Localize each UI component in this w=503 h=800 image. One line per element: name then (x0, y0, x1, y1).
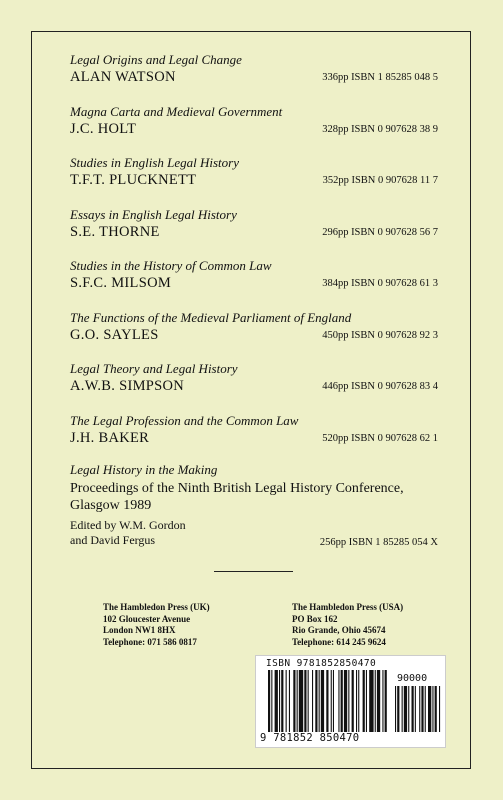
book-author: ALAN WATSON (70, 69, 176, 85)
publisher-name: The Hambledon Press (UK) (103, 602, 210, 612)
barcode-bar (358, 670, 359, 732)
barcode-addon-bar (428, 686, 431, 732)
book-author: S.F.C. MILSOM (70, 275, 172, 291)
book-entry (70, 104, 452, 138)
barcode-bar (281, 670, 283, 732)
book-title: Studies in the History of Common Law (70, 258, 272, 273)
barcode-bar (366, 670, 367, 732)
book-title: Studies in English Legal History (70, 155, 239, 170)
barcode-bar (331, 670, 332, 732)
barcode-bar (344, 670, 347, 732)
barcode-bar (299, 670, 303, 732)
book-isbn: 336pp ISBN 1 85285 048 5 (322, 72, 438, 83)
book-entry (70, 310, 452, 344)
barcode-ean-digits: 9 781852 850470 (260, 732, 360, 744)
barcode-addon-bar (397, 686, 399, 732)
barcode-bar (321, 670, 324, 732)
book-info-row (70, 223, 452, 241)
book-title: Magna Carta and Medieval Government (70, 103, 283, 119)
book-isbn: 384pp ISBN 0 907628 61 3 (322, 278, 438, 289)
book-entry (70, 155, 452, 189)
barcode-bar (375, 670, 376, 732)
barcode-bar (382, 670, 383, 732)
barcode-addon-bar (425, 686, 426, 732)
barcode-bar (341, 670, 343, 732)
editors-line: and David Fergus (70, 533, 156, 547)
barcode-bar (312, 670, 313, 732)
book-title: The Functions of the Medieval Parliament of England (70, 309, 352, 325)
book-author: A.W.B. SIMPSON (70, 378, 185, 394)
barcode-bar (286, 670, 287, 732)
publisher-address-uk (103, 602, 210, 648)
barcode-bar (348, 670, 349, 732)
book-isbn: 296pp ISBN 0 907628 56 7 (322, 226, 438, 238)
barcode-bar (279, 670, 280, 732)
publisher-phone: Telephone: 071 586 0817 (103, 636, 197, 647)
book-title: Legal History in the Making (70, 462, 218, 477)
barcode-addon-bar (419, 686, 420, 732)
barcode-bar (289, 670, 290, 732)
book-author: J.H. BAKER (70, 429, 150, 446)
barcode-bar (363, 670, 365, 732)
barcode-bar (338, 670, 339, 732)
barcode-bar (352, 670, 354, 732)
book-title: Essays in English Legal History (70, 206, 237, 222)
book-info-row (70, 326, 452, 344)
book-info-row (70, 171, 452, 189)
barcode-bar (271, 670, 272, 732)
barcode-addon-bar (432, 686, 433, 732)
publisher-street: 102 Gloucester Avenue (103, 613, 191, 624)
barcode (255, 655, 446, 748)
publisher-city: London NW1 8HX (103, 625, 176, 635)
book-entry-legal-history-in-the-making (70, 462, 452, 552)
publisher-name: The Hambledon Press (USA) (292, 602, 404, 612)
book-info-row (70, 429, 452, 447)
barcode-bar (333, 670, 334, 732)
publisher-phone: Telephone: 614 245 9624 (292, 636, 386, 647)
barcode-bar (315, 670, 317, 732)
divider-rule (214, 571, 293, 572)
barcode-price-code: 90000 (397, 673, 428, 684)
book-info-row (70, 274, 452, 292)
publisher-city: Rio Grande, Ohio 45674 (292, 625, 386, 635)
barcode-bar (308, 670, 309, 732)
book-info-row (70, 377, 452, 395)
barcode-bar (319, 670, 320, 732)
barcode-addon-bar (439, 686, 440, 732)
book-title: The Legal Profession and the Common Law (70, 412, 299, 428)
book-editors (70, 518, 452, 552)
book-title: Legal Theory and Legal History (70, 361, 238, 376)
book-isbn: 520pp ISBN 0 907628 62 1 (322, 432, 438, 444)
book-title: Legal Origins and Legal Change (70, 52, 242, 67)
book-entry (70, 52, 452, 86)
barcode-bar (326, 670, 328, 732)
book-isbn: 446pp ISBN 0 907628 83 4 (322, 381, 438, 392)
book-entry (70, 413, 452, 447)
barcode-addon-bar (402, 686, 403, 732)
book-isbn: 450pp ISBN 0 907628 92 3 (322, 329, 438, 341)
barcode-bar (297, 670, 298, 732)
barcode-addon-bar (412, 686, 414, 732)
barcode-bar (356, 670, 357, 732)
book-isbn: 256pp ISBN 1 85285 054 X (319, 537, 438, 548)
book-info-row (70, 68, 452, 86)
barcode-bar (268, 670, 270, 732)
barcode-bar (293, 670, 295, 732)
book-isbn: 328pp ISBN 0 907628 38 9 (322, 123, 438, 135)
barcode-addon-bar (408, 686, 409, 732)
barcode-addon-bar (415, 686, 416, 732)
book-entry (70, 361, 452, 395)
barcode-addon-bar (404, 686, 407, 732)
barcode-addon-bar (421, 686, 423, 732)
book-subtitle: Proceedings of the Ninth British Legal History Conference, Glasgow 1989 (70, 481, 404, 513)
book-entry (70, 207, 452, 241)
publisher-street: PO Box 162 (292, 613, 338, 624)
book-isbn: 352pp ISBN 0 907628 11 7 (322, 175, 438, 186)
barcode-bar (385, 670, 387, 732)
barcode-bar (275, 670, 278, 732)
book-author: S.E. THORNE (70, 223, 160, 240)
book-author: T.F.T. PLUCKNETT (70, 172, 197, 188)
book-author: G.O. SAYLES (70, 326, 159, 343)
editors-line: Edited by W.M. Gordon (70, 518, 186, 532)
book-entry (70, 258, 452, 292)
barcode-bar (377, 670, 380, 732)
barcode-addon-bar (395, 686, 396, 732)
barcode-addon-bar (435, 686, 437, 732)
barcode-isbn-label: ISBN 9781852850470 (266, 658, 377, 669)
book-author: J.C. HOLT (70, 120, 137, 137)
publisher-address-usa (292, 602, 403, 648)
book-info-row (70, 120, 452, 138)
barcode-bar (304, 670, 306, 732)
barcode-bar (369, 670, 373, 732)
